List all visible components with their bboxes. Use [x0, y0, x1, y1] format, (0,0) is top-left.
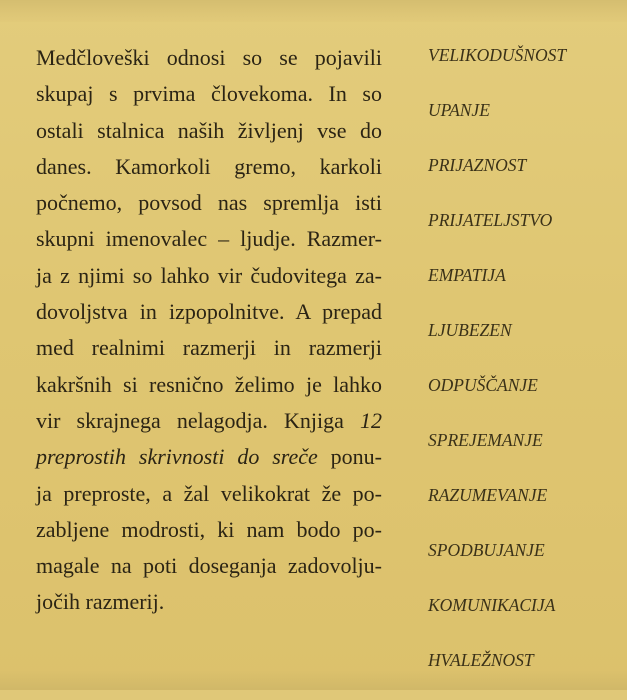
paragraph-line-4: danes. Kamorkoli gremo, karkoli: [36, 153, 382, 179]
paragraph-line-10: kakršnih si resnično želimo je lahko: [36, 371, 382, 397]
paragraph-line-13: ja preproste, a žal velikokrat že po-: [36, 480, 382, 506]
paragraph-line-12-text: ponu-: [330, 444, 382, 470]
paragraph-line-7: ja z njimi so lahko vir čudovitega za-: [36, 262, 382, 288]
paragraph-line-6: skupni imenovalec – ljudje. Razmer-: [36, 226, 382, 252]
virtue-word: PRIJATELJSTVO: [428, 210, 553, 230]
virtue-word: KOMUNIKACIJA: [428, 595, 556, 615]
paragraph-line-8: dovoljstva in izpopolnitve. A prepad: [36, 299, 382, 325]
virtue-word: RAZUMEVANJE: [428, 485, 548, 505]
paragraph-line-12: [36, 439, 382, 475]
virtue-word: UPANJE: [428, 100, 490, 120]
paragraph-line-11-text: vir skrajnega nelagodja. Knjiga: [36, 407, 344, 433]
paragraph-line-1: Medčloveški odnosi so se pojavili: [36, 45, 382, 70]
virtues-list: [428, 40, 618, 700]
book-title-part-2: preprostih skrivnosti do sreče: [36, 444, 318, 470]
book-title-part-1: 12: [360, 407, 382, 433]
virtue-word: LJUBEZEN: [428, 320, 512, 340]
paragraph-line-5: počnemo, povsod nas spremlja isti: [36, 190, 382, 216]
paragraph-line-2: skupaj s prvima človekoma. In so: [36, 81, 382, 107]
paragraph-line-16: jočih razmerij.: [36, 589, 165, 615]
virtue-word: SPODBUJANJE: [428, 540, 545, 560]
page-bottom-edge: [0, 670, 627, 690]
virtue-word: ODPUŠČANJE: [428, 375, 538, 395]
page-top-edge: [0, 0, 627, 22]
virtue-word: VELIKODUŠNOST: [428, 45, 567, 65]
paragraph-line-3: ostali stalnica naših življenj vse do: [36, 117, 382, 143]
virtue-word: SPREJEMANJE: [428, 430, 543, 450]
virtue-word: EMPATIJA: [428, 265, 506, 285]
paragraph-line-14: zabljene modrosti, ki nam bodo po-: [36, 516, 382, 542]
virtue-word: PRIJAZNOST: [428, 155, 527, 175]
paragraph-line-11: [36, 403, 382, 439]
paragraph-line-9: med realnimi razmerji in razmerji: [36, 335, 382, 361]
virtue-word: HVALEŽNOST: [428, 650, 534, 670]
intro-paragraph: [36, 40, 382, 621]
paragraph-line-15: magale na poti doseganja zadovolju-: [36, 553, 382, 579]
